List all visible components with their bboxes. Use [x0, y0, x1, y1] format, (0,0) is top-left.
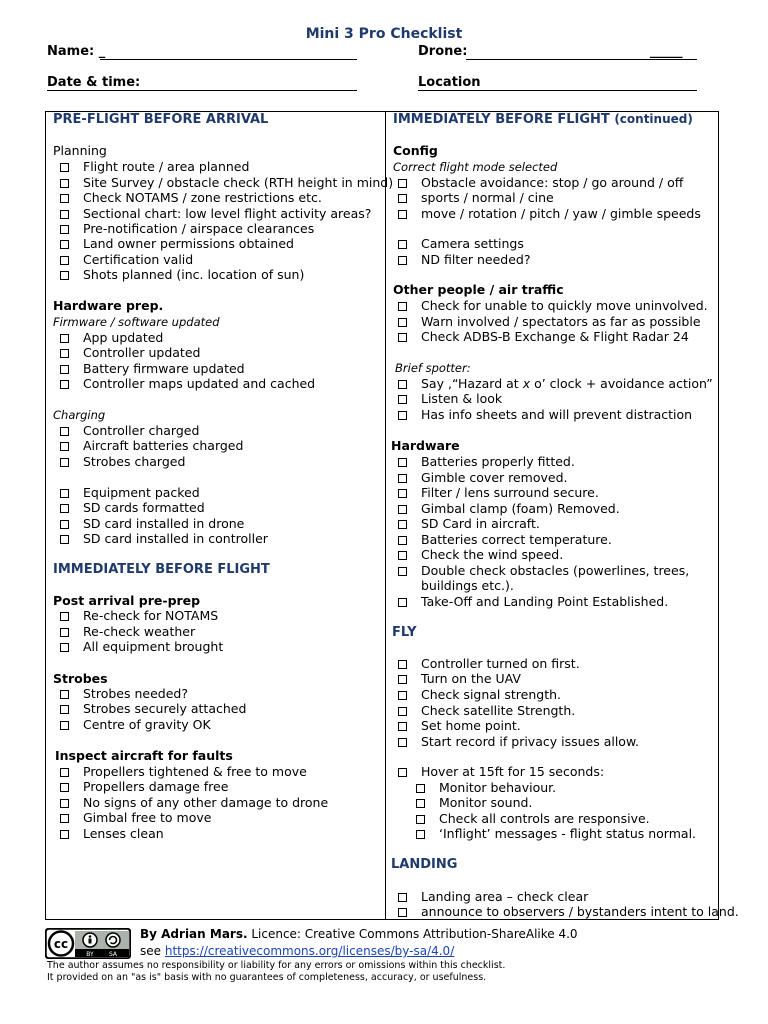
location-field[interactable] [418, 90, 697, 91]
list-item[interactable]: Pre-notification / airspace clearances [60, 221, 314, 236]
checkbox[interactable] [60, 535, 69, 544]
checkbox[interactable] [60, 768, 69, 777]
list-item[interactable]: Monitor sound. [416, 795, 532, 810]
list-item[interactable]: Gimbal free to move [60, 810, 211, 825]
list-item[interactable]: Check the wind speed. [398, 547, 563, 562]
checkbox[interactable] [398, 598, 407, 607]
list-item[interactable]: No signs of any other damage to drone [60, 795, 328, 810]
list-item[interactable]: Double check obstacles (powerlines, trees, [398, 563, 689, 578]
list-item[interactable]: Propellers tightened & free to move [60, 764, 307, 779]
list-item[interactable]: Certification valid [60, 252, 193, 267]
checkbox[interactable] [398, 240, 407, 249]
drone-field[interactable] [466, 59, 697, 60]
checkbox[interactable] [60, 365, 69, 374]
flight-mode-note: Correct flight mode selected [393, 160, 558, 174]
list-item[interactable]: Take-Off and Landing Point Established. [398, 594, 668, 609]
right-section-title: IMMEDIATELY BEFORE FLIGHT (continued) [393, 112, 693, 127]
checkbox[interactable] [60, 504, 69, 513]
list-item[interactable]: Check signal strength. [398, 687, 561, 702]
list-item[interactable]: Landing area – check clear [398, 889, 588, 904]
checkbox[interactable] [60, 643, 69, 652]
list-item[interactable]: SD card installed in controller [60, 531, 268, 546]
location-label: Location [418, 75, 481, 90]
checkbox[interactable] [60, 489, 69, 498]
list-item[interactable]: Shots planned (inc. location of sun) [60, 267, 304, 282]
list-item[interactable]: Start record if privacy issues allow. [398, 734, 639, 749]
list-item[interactable]: SD cards formatted [60, 500, 205, 515]
list-item[interactable]: Centre of gravity OK [60, 717, 211, 732]
list-item[interactable]: Controller updated [60, 345, 200, 360]
list-item[interactable]: Strobes securely attached [60, 701, 246, 716]
svg-text:SA: SA [108, 951, 118, 958]
checkbox[interactable] [60, 240, 69, 249]
disclaimer-2: It provided on an "as is" basis with no guarantees of completeness, accuracy, or usefulness. [47, 972, 487, 983]
licence-link[interactable]: https://creativecommons.org/licenses/by-sa/4.0/ [164, 944, 455, 958]
list-item[interactable]: Gimbal clamp (foam) Removed. [398, 501, 620, 516]
checkbox[interactable] [416, 830, 425, 839]
checkbox[interactable] [60, 705, 69, 714]
checkbox[interactable] [398, 691, 407, 700]
list-item[interactable]: Battery firmware updated [60, 361, 245, 376]
list-item[interactable]: Batteries properly fitted. [398, 454, 575, 469]
drone-tail: _____ [650, 44, 683, 59]
checkbox[interactable] [60, 690, 69, 699]
checkbox[interactable] [398, 474, 407, 483]
checkbox[interactable] [398, 768, 407, 777]
drone-label: Drone: [418, 44, 468, 59]
list-item[interactable]: ‘Inflight’ messages - flight status normal. [416, 826, 696, 841]
list-item[interactable]: SD Card in aircraft. [398, 516, 540, 531]
checkbox[interactable] [60, 334, 69, 343]
left-section-title: PRE-FLIGHT BEFORE ARRIVAL [53, 112, 269, 127]
name-label: Name: _ [47, 44, 106, 59]
charging-note: Charging [53, 408, 106, 422]
name-field[interactable] [100, 59, 357, 60]
checkbox[interactable] [60, 814, 69, 823]
list-item[interactable]: Re-check weather [60, 624, 195, 639]
checkbox[interactable] [60, 225, 69, 234]
inspect-title: Inspect aircraft for faults [55, 748, 233, 763]
list-item[interactable]: Monitor behaviour. [416, 780, 556, 795]
list-item[interactable]: announce to observers / bystanders intent to land. [398, 904, 739, 919]
cc-by-sa-icon [45, 928, 131, 959]
list-item[interactable]: Lenses clean [60, 826, 164, 841]
cc-by-sa-logo [45, 928, 131, 959]
checkbox[interactable] [416, 815, 425, 824]
list-item[interactable]: Has info sheets and will prevent distraction [398, 407, 692, 422]
spotter-note: Brief spotter: [395, 361, 471, 375]
checkbox[interactable] [60, 612, 69, 621]
strobes-title: Strobes [53, 671, 108, 686]
checkbox[interactable] [60, 380, 69, 389]
checkbox[interactable] [398, 256, 407, 265]
checkbox[interactable] [60, 349, 69, 358]
list-item[interactable]: Sectional chart: low level flight activity areas? [60, 206, 371, 221]
checkbox[interactable] [398, 551, 407, 560]
svg-text:cc: cc [53, 937, 69, 951]
list-item[interactable]: Controller turned on first. [398, 656, 580, 671]
checkbox[interactable] [60, 830, 69, 839]
checkbox[interactable] [398, 489, 407, 498]
list-item[interactable]: Equipment packed [60, 485, 200, 500]
list-item[interactable]: SD card installed in drone [60, 516, 244, 531]
list-item[interactable]: Gimble cover removed. [398, 470, 568, 485]
planning-title: Planning [53, 143, 107, 158]
hardware-title: Hardware [391, 438, 460, 453]
list-item[interactable]: Propellers damage free [60, 779, 228, 794]
checkbox[interactable] [398, 380, 407, 389]
checkbox[interactable] [60, 271, 69, 280]
list-item[interactable]: Listen & look [398, 391, 502, 406]
checkbox[interactable] [60, 210, 69, 219]
date-field[interactable] [47, 90, 357, 91]
list-item[interactable]: Check satellite Strength. [398, 703, 575, 718]
checkbox[interactable] [398, 505, 407, 514]
checkbox[interactable] [398, 567, 407, 576]
list-item[interactable]: Warn involved / spectators as far as possible [398, 314, 701, 329]
list-item[interactable]: Land owner permissions obtained [60, 236, 294, 251]
checkbox[interactable] [398, 738, 407, 747]
checkbox[interactable] [416, 784, 425, 793]
checkbox[interactable] [398, 411, 407, 420]
list-item[interactable]: Controller maps updated and cached [60, 376, 315, 391]
list-item[interactable]: Controller charged [60, 423, 199, 438]
config-title: Config [393, 143, 438, 158]
checkbox[interactable] [398, 536, 407, 545]
firmware-note: Firmware / software updated [53, 315, 220, 329]
list-item[interactable]: Flight route / area planned [60, 159, 249, 174]
fly-title: FLY [392, 625, 417, 640]
list-item[interactable]: Camera settings [398, 236, 524, 251]
checkbox[interactable] [398, 660, 407, 669]
list-item[interactable]: Turn on the UAV [398, 671, 521, 686]
hardware-prep-title: Hardware prep. [53, 298, 164, 313]
list-item[interactable]: Check all controls are responsive. [416, 811, 650, 826]
list-item[interactable]: Re-check for NOTAMS [60, 608, 218, 623]
checkbox[interactable] [398, 458, 407, 467]
footer-link-line: see https://creativecommons.org/licenses/by-sa/4.0/ [140, 944, 455, 958]
checkbox[interactable] [398, 893, 407, 902]
checkbox[interactable] [398, 194, 407, 203]
checkbox[interactable] [60, 458, 69, 467]
list-item[interactable]: Obstacle avoidance: stop / go around / off [398, 175, 683, 190]
checkbox[interactable] [60, 256, 69, 265]
list-item[interactable]: Filter / lens surround secure. [398, 485, 599, 500]
checkbox[interactable] [60, 783, 69, 792]
list-item-wrap: buildings etc.). [421, 578, 514, 593]
checkbox[interactable] [60, 179, 69, 188]
list-item[interactable]: Strobes needed? [60, 686, 188, 701]
date-label: Date & time: [47, 75, 141, 90]
list-item[interactable]: Strobes charged [60, 454, 185, 469]
checkbox[interactable] [398, 302, 407, 311]
checkbox[interactable] [60, 520, 69, 529]
checkbox[interactable] [60, 721, 69, 730]
checkbox[interactable] [416, 799, 425, 808]
checkbox[interactable] [60, 194, 69, 203]
list-item[interactable]: Say ,“Hazard at x o’ clock + avoidance action” [398, 376, 713, 391]
checkbox[interactable] [398, 210, 407, 219]
list-item[interactable]: Site Survey / obstacle check (RTH height in mind) [60, 175, 393, 190]
checkbox[interactable] [398, 908, 407, 917]
checkbox[interactable] [60, 163, 69, 172]
checkbox[interactable] [398, 179, 407, 188]
checkbox[interactable] [60, 442, 69, 451]
checkbox[interactable] [398, 722, 407, 731]
list-item[interactable]: Set home point. [398, 718, 521, 733]
checkbox[interactable] [398, 675, 407, 684]
checkbox[interactable] [60, 799, 69, 808]
list-item[interactable]: App updated [60, 330, 163, 345]
checkbox[interactable] [398, 707, 407, 716]
list-item[interactable]: Check ADBS-B Exchange & Flight Radar 24 [398, 329, 689, 344]
checkbox[interactable] [398, 318, 407, 327]
landing-title: LANDING [391, 857, 458, 872]
list-item[interactable]: Check for unable to quickly move uninvolved. [398, 298, 708, 313]
svg-text:BY: BY [86, 951, 94, 958]
list-item[interactable]: Check NOTAMS / zone restrictions etc. [60, 190, 322, 205]
footer-credit: By Adrian Mars. Licence: Creative Commons Attribution-ShareAlike 4.0 [140, 927, 578, 941]
left-section2-title: IMMEDIATELY BEFORE FLIGHT [53, 562, 270, 577]
checkbox[interactable] [60, 628, 69, 637]
list-item[interactable]: Batteries correct temperature. [398, 532, 612, 547]
list-item[interactable]: Aircraft batteries charged [60, 438, 243, 453]
list-item[interactable]: sports / normal / cine [398, 190, 554, 205]
list-item[interactable]: Hover at 15ft for 15 seconds: [398, 764, 604, 779]
checkbox[interactable] [398, 395, 407, 404]
post-arrival-title: Post arrival pre-prep [53, 593, 201, 608]
list-item[interactable]: ND filter needed? [398, 252, 531, 267]
checkbox[interactable] [398, 520, 407, 529]
list-item[interactable]: All equipment brought [60, 639, 223, 654]
checkbox[interactable] [398, 333, 407, 342]
list-item[interactable]: move / rotation / pitch / yaw / gimble speeds [398, 206, 701, 221]
other-people-title: Other people / air traffic [393, 282, 564, 297]
disclaimer-1: The author assumes no responsibility or liability for any errors or omissions within this checklist. [47, 960, 506, 971]
page-title: Mini 3 Pro Checklist [305, 26, 463, 42]
checkbox[interactable] [60, 427, 69, 436]
